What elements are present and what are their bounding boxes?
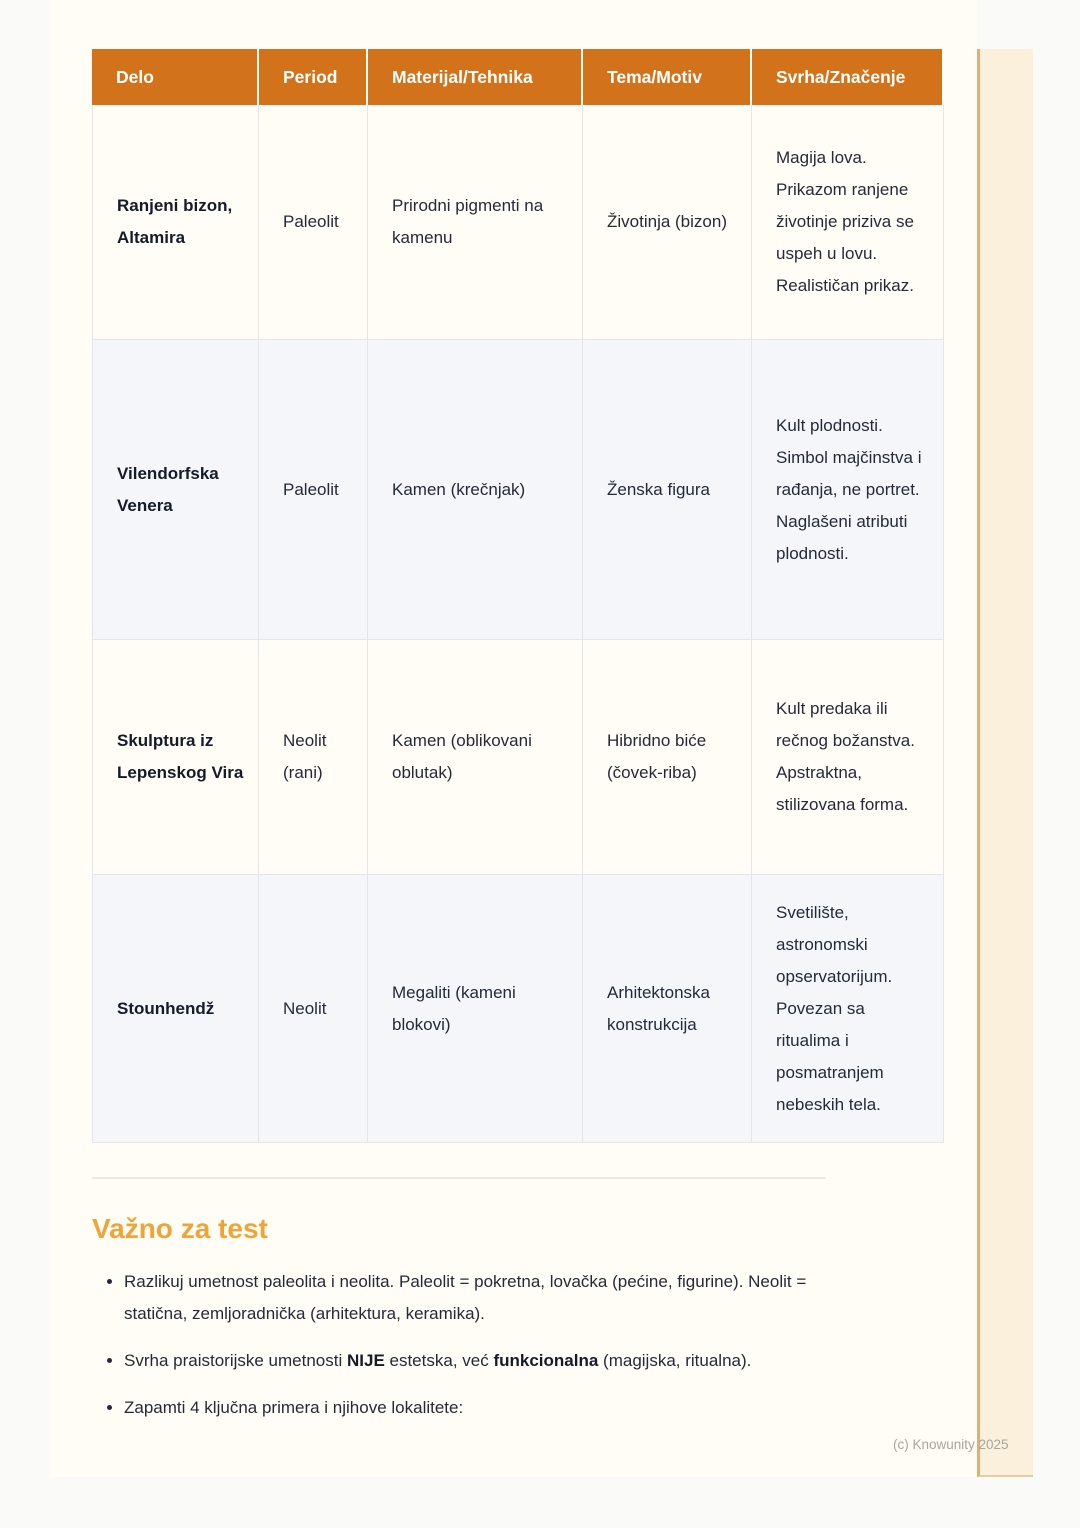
cell-svrha	[752, 640, 944, 875]
cell-materijal	[368, 340, 583, 640]
note-emphasis: funkcionalna	[493, 1351, 599, 1370]
col-header-delo	[92, 49, 259, 105]
col-header-label: Tema/Motiv	[607, 66, 702, 87]
cell-text: Arhitektonska konstrukcija	[607, 982, 710, 1034]
cell-delo	[92, 340, 259, 640]
cell-text: Magija lova. Prikazom ranjene životinje priziva se uspeh u lovu. Realističan prikaz.	[776, 148, 914, 295]
note-text: estetska, već	[384, 1351, 494, 1370]
section-divider	[92, 1177, 826, 1179]
cell-materijal	[368, 875, 583, 1143]
cell-text: Skulptura iz Lepenskog Vira	[117, 731, 244, 782]
prehistoric-art-table	[92, 49, 944, 1143]
cell-delo	[92, 875, 259, 1143]
note-text: Zapamti 4 ključna primera i njihove lokalitete:	[124, 1398, 464, 1417]
cell-text: Neolit	[283, 998, 327, 1018]
next-page-edge	[977, 49, 1033, 1477]
cell-text: Prirodni pigmenti na kamenu	[392, 196, 544, 247]
list-item	[124, 1345, 811, 1377]
cell-text: Paleolit	[283, 212, 339, 231]
cell-text: Svetilište, astronomski opservatorijum. Povezan sa ritualima i posmatranjem nebeskih tela.	[776, 902, 893, 1114]
col-header-svrha	[752, 49, 944, 105]
cell-svrha	[752, 875, 944, 1143]
cell-text: Paleolit	[283, 479, 339, 499]
note-emphasis: NIJE	[346, 1351, 385, 1370]
cell-period	[259, 105, 368, 340]
cell-tema	[583, 105, 752, 340]
note-text: Svrha praistorijske umetnosti	[124, 1351, 347, 1370]
cell-tema	[583, 340, 752, 640]
cell-materijal	[368, 105, 583, 340]
cell-text: Ženska figura	[607, 479, 710, 499]
col-header-materijal	[368, 49, 583, 105]
cell-svrha	[752, 105, 944, 340]
test-notes-list	[96, 1266, 811, 1439]
col-header-label: Svrha/Značenje	[776, 66, 906, 87]
cell-text: Kamen (krečnjak)	[392, 479, 526, 499]
list-item	[124, 1392, 811, 1424]
cell-text: Vilendorfska Venera	[117, 463, 219, 515]
section-heading: Važno za test	[92, 1213, 268, 1244]
note-text: Razlikuj umetnost paleolita i neolita. Paleolit = pokretna, lovačka (pećine, figurine). Neolit = statična, zemljoradnička (arhitektura, keramika).	[124, 1272, 807, 1323]
cell-materijal	[368, 640, 583, 875]
cell-period	[259, 340, 368, 640]
cell-text: Hibridno biće (čovek-riba)	[607, 731, 707, 782]
cell-text: Kult predaka ili rečnog božanstva. Apstraktna, stilizovana forma.	[776, 699, 915, 814]
cell-delo	[92, 105, 259, 340]
cell-text: Kult plodnosti. Simbol majčinstva i rađanja, ne portret. Naglašeni atributi plodnosti.	[776, 415, 922, 563]
cell-period	[259, 640, 368, 875]
cell-text: Ranjeni bizon, Altamira	[117, 196, 233, 247]
cell-text: Kamen (oblikovani oblutak)	[392, 731, 532, 782]
note-text: (magijska, ritualna).	[598, 1351, 752, 1370]
cell-text: Životinja (bizon)	[607, 212, 727, 231]
col-header-period	[259, 49, 368, 105]
cell-text: Stounhendž	[117, 998, 215, 1018]
col-header-label: Materijal/Tehnika	[392, 66, 533, 87]
col-header-label: Delo	[116, 66, 154, 87]
cell-tema	[583, 875, 752, 1143]
cell-period	[259, 875, 368, 1143]
copyright-watermark: (c) Knowunity 2025	[893, 1437, 1009, 1452]
cell-tema	[583, 640, 752, 875]
list-item	[124, 1266, 811, 1330]
cell-svrha	[752, 340, 944, 640]
col-header-label: Period	[283, 66, 338, 87]
cell-text: Megaliti (kameni blokovi)	[392, 982, 516, 1034]
col-header-tema	[583, 49, 752, 105]
cell-delo	[92, 640, 259, 875]
cell-text: Neolit (rani)	[283, 731, 327, 782]
